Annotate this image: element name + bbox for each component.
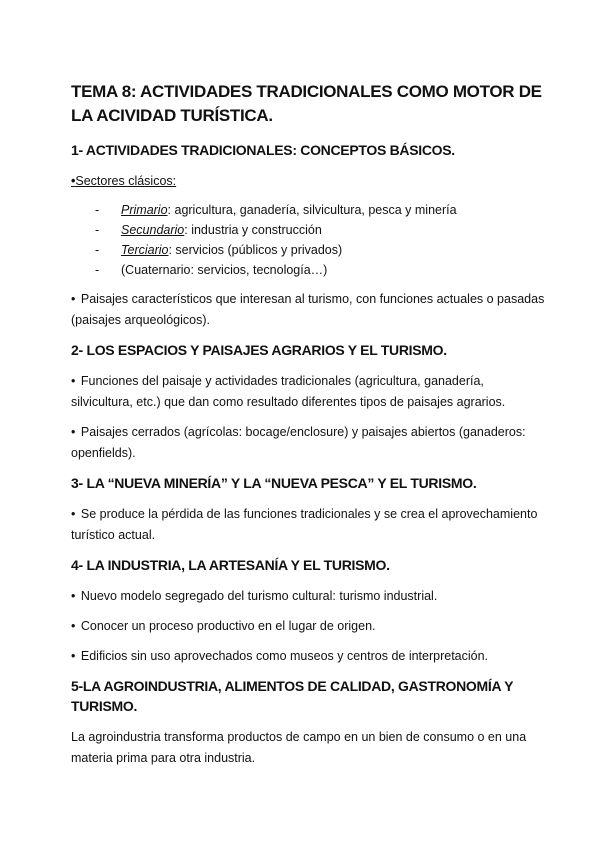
dash-marker: - (95, 203, 100, 217)
section-1-paragraph (71, 289, 546, 331)
section-2-heading: 2- LOS ESPACIOS Y PAISAJES AGRARIOS Y EL TURISMO. (71, 342, 447, 358)
paragraph-text: Funciones del paisaje y actividades tradicionales (agricultura, ganadería, silvicultura, etc.) que dan como resultado diferentes tipos de paisajes agrarios. (71, 374, 506, 409)
bullet-icon: • (71, 374, 76, 388)
list-item (95, 260, 546, 280)
section-4-paragraph-1 (71, 586, 546, 607)
paragraph-text: Nuevo modelo segregado del turismo cultural: turismo industrial. (80, 589, 438, 603)
sectores-label: Sectores clásicos: (75, 174, 177, 188)
paragraph-text: Edificios sin uso aprovechados como museos y centros de interpretación. (80, 649, 489, 663)
bullet-icon: • (71, 507, 76, 521)
bullet-icon: • (71, 619, 76, 633)
list-item-text: (Cuaternario: servicios, tecnología…) (121, 263, 328, 277)
dash-marker: - (95, 223, 100, 237)
section-5-paragraph: La agroindustria transforma productos de campo en un bien de consumo o en una materia prima para otra industria. (71, 730, 527, 765)
bullet-icon: • (71, 425, 76, 439)
section-5-heading: 5-LA AGROINDUSTRIA, ALIMENTOS DE CALIDAD, GASTRONOMÍA Y TURISMO. (71, 678, 513, 714)
document-content (71, 80, 546, 778)
list-item-text: : servicios (públicos y privados) (168, 243, 343, 257)
section-4-heading: 4- LA INDUSTRIA, LA ARTESANÍA Y EL TURISMO. (71, 557, 390, 573)
bullet-icon: • (71, 589, 76, 603)
section-2-paragraph-1 (71, 371, 546, 413)
section-4-paragraph-3 (71, 646, 546, 667)
sectores-list (95, 200, 546, 280)
section-3-heading: 3- LA “NUEVA MINERÍA” Y LA “NUEVA PESCA” Y EL TURISMO. (71, 475, 477, 491)
section-1-heading: 1- ACTIVIDADES TRADICIONALES: CONCEPTOS BÁSICOS. (71, 142, 455, 158)
paragraph-text: Se produce la pérdida de las funciones tradicionales y se crea el aprovechamiento turístico actual. (71, 507, 538, 542)
paragraph-text: Paisajes característicos que interesan al turismo, con funciones actuales o pasadas (paisajes arqueológicos). (71, 292, 545, 327)
document-title: TEMA 8: ACTIVIDADES TRADICIONALES COMO MOTOR DE LA ACIVIDAD TURÍSTICA. (71, 82, 542, 125)
bullet-icon: • (71, 174, 76, 188)
list-item-text: : industria y construcción (184, 223, 322, 237)
section-4-paragraph-2 (71, 616, 546, 637)
paragraph-text: Paisajes cerrados (agrícolas: bocage/enclosure) y paisajes abiertos (ganaderos: openfields). (71, 425, 526, 460)
section-3-paragraph (71, 504, 546, 546)
list-item (95, 220, 546, 240)
dash-marker: - (95, 243, 100, 257)
list-item (95, 200, 546, 220)
list-item (95, 240, 546, 260)
bullet-icon: • (71, 649, 76, 663)
bullet-icon: • (71, 292, 76, 306)
section-2-paragraph-2 (71, 422, 546, 464)
term-terciario: Terciario (121, 243, 169, 257)
term-secundario: Secundario (121, 223, 185, 237)
term-primario: Primario (121, 203, 168, 217)
sectores-subheading (71, 171, 546, 191)
paragraph-text: Conocer un proceso productivo en el lugar de origen. (80, 619, 376, 633)
list-item-text: : agricultura, ganadería, silvicultura, pesca y minería (167, 203, 457, 217)
dash-marker: - (95, 263, 100, 277)
